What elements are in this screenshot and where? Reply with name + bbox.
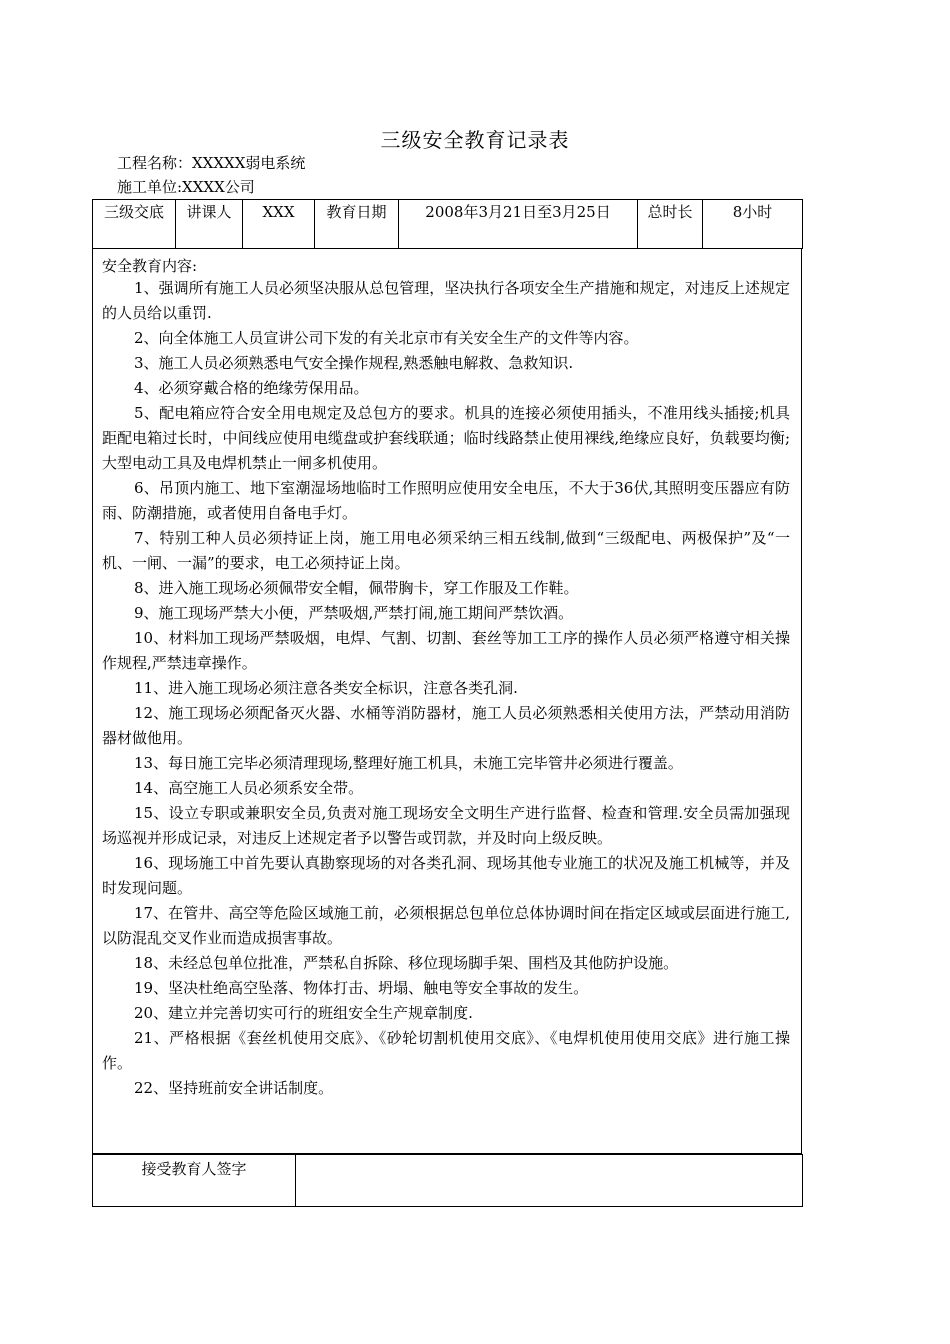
list-item: 5、配电箱应符合安全用电规定及总包方的要求。机具的连接必须使用插头，不准用线头插接;机具距配电箱过长时，中间线应使用电缆盘或护套线联通；临时线路禁止使用裸线,绝缘应良好，负载要均衡;大型电动工具及电焊机禁止一闸多机使用。	[102, 404, 790, 472]
duration-label: 总时长	[638, 200, 703, 249]
list-item: 21、严格根据《套丝机使用交底》、《砂轮切割机使用交底》、《电焊机使用使用交底》进行施工操作。	[102, 1029, 790, 1072]
list-item: 22、坚持班前安全讲话制度。	[134, 1079, 334, 1097]
list-item: 15、设立专职或兼职安全员,负责对施工现场安全文明生产进行监督、检查和管理.安全员需加强现场巡视并形成记录，对违反上述规定者予以警告或罚款，并及时向上级反映。	[102, 804, 790, 847]
level-label: 三级交底	[93, 200, 176, 249]
list-item: 14、高空施工人员必须系安全带。	[134, 779, 364, 797]
list-item: 7、特别工种人员必须持证上岗，施工用电必须采纳三相五线制,做到“三级配电、两极保护”及“一机、一闸、一漏”的要求，电工必须持证上岗。	[102, 529, 790, 572]
date-label: 教育日期	[315, 200, 399, 249]
list-item: 4、必须穿戴合格的绝缘劳保用品。	[134, 379, 369, 397]
content-heading: 安全教育内容:	[102, 257, 198, 275]
list-item: 12、施工现场必须配备灭火器、水桶等消防器材，施工人员必须熟悉相关使用方法，严禁动用消防器材做他用。	[102, 704, 790, 747]
lecturer-label: 讲课人	[176, 200, 243, 249]
lecturer-value: XXX	[243, 200, 315, 249]
project-name: 工程名称：XXXXX弱电系统	[117, 154, 306, 172]
signature-field[interactable]	[296, 1155, 803, 1207]
list-item: 8、进入施工现场必须佩带安全帽，佩带胸卡，穿工作服及工作鞋。	[134, 579, 579, 597]
list-item: 11、进入施工现场必须注意各类安全标识，注意各类孔洞.	[134, 679, 518, 697]
construction-unit: 施工单位:XXXX公司	[117, 178, 255, 196]
list-item: 1、强调所有施工人员必须坚决服从总包管理，坚决执行各项安全生产措施和规定，对违反上述规定的人员给以重罚.	[102, 279, 790, 322]
list-item: 3、施工人员必须熟悉电气安全操作规程,熟悉触电解救、急救知识.	[134, 354, 574, 372]
signature-table	[92, 1154, 803, 1207]
list-item: 20、建立并完善切实可行的班组安全生产规章制度.	[134, 1004, 473, 1022]
content-box	[92, 248, 802, 1154]
list-item: 16、现场施工中首先要认真勘察现场的对各类孔洞、现场其他专业施工的状况及施工机械等，并及时发现问题。	[102, 854, 790, 897]
header-table	[92, 199, 803, 249]
list-item: 6、吊顶内施工、地下室潮湿场地临时工作照明应使用安全电压，不大于36伏,其照明变压器应有防雨、防潮措施，或者使用自备电手灯。	[102, 479, 790, 522]
list-item: 10、材料加工现场严禁吸烟，电焊、气割、切割、套丝等加工工序的操作人员必须严格遵守相关操作规程,严禁违章操作。	[102, 629, 790, 672]
list-item: 19、坚决杜绝高空坠落、物体打击、坍塌、触电等安全事故的发生。	[134, 979, 589, 997]
duration-value: 8小时	[703, 200, 803, 249]
page-title: 三级安全教育记录表	[380, 128, 570, 152]
list-item: 17、在管井、高空等危险区域施工前，必须根据总包单位总体协调时间在指定区域或层面进行施工,以防混乱交叉作业而造成损害事故。	[102, 904, 790, 947]
list-item: 18、未经总包单位批准，严禁私自拆除、移位现场脚手架、围档及其他防护设施。	[134, 954, 679, 972]
signature-label: 接受教育人签字	[93, 1155, 296, 1207]
date-value: 2008年3月21日至3月25日	[399, 200, 638, 249]
list-item: 13、每日施工完毕必须清理现场,整理好施工机具，未施工完毕管井必须进行覆盖。	[134, 754, 683, 772]
list-item: 9、施工现场严禁大小便，严禁吸烟,严禁打闹,施工期间严禁饮酒。	[134, 604, 574, 622]
list-item: 2、向全体施工人员宣讲公司下发的有关北京市有关安全生产的文件等内容。	[134, 329, 639, 347]
content-items	[102, 276, 790, 1101]
